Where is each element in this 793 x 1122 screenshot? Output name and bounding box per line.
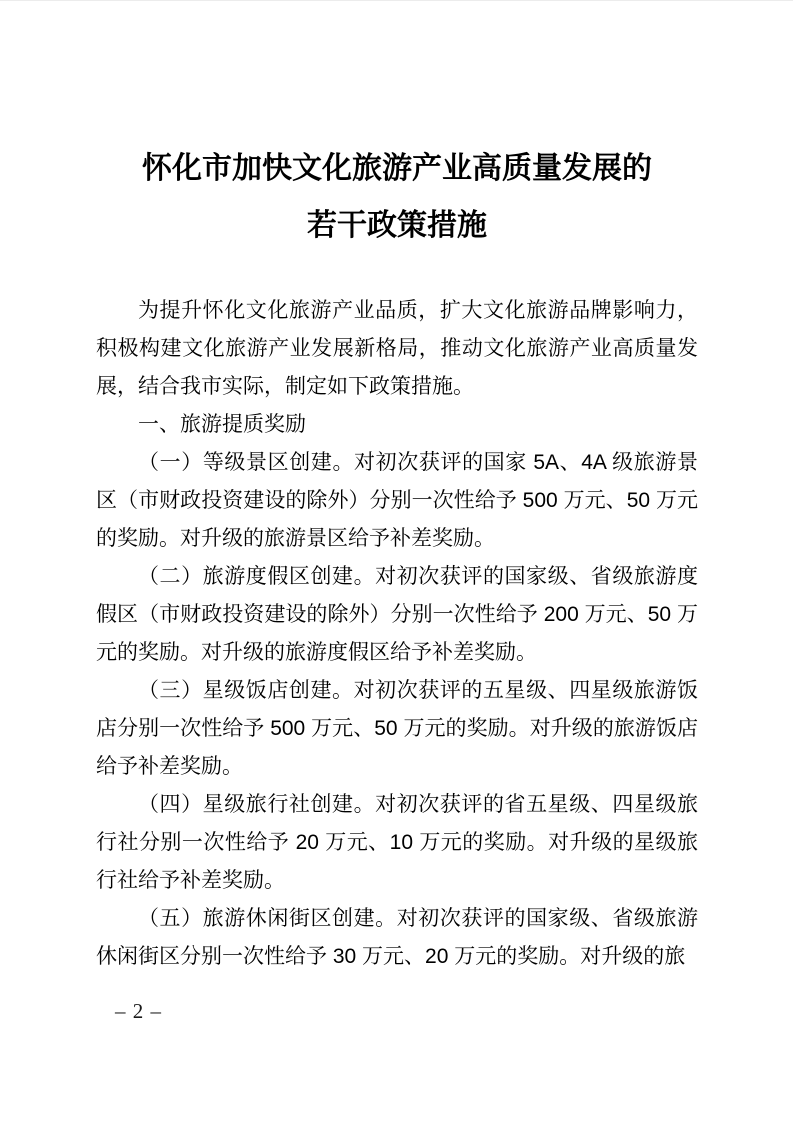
document-title: [96, 140, 698, 254]
document-body: [96, 292, 698, 976]
policy-item-1: （一）等级景区创建。对初次获评的国家 5A、4A 级旅游景区（市财政投资建设的除外）分别一次性给予 500 万元、50 万元的奖励。对升级的旅游景区给予补差奖励。: [96, 451, 698, 550]
title-line-1: 怀化市加快文化旅游产业高质量发展的: [142, 152, 652, 185]
policy-item-5: （五）旅游休闲街区创建。对初次获评的国家级、省级旅游休闲街区分别一次性给予 30 万元、20 万元的奖励。对升级的旅: [96, 907, 698, 968]
policy-item-2: （二）旅游度假区创建。对初次获评的国家级、省级旅游度假区（市财政投资建设的除外）分别一次性给予 200 万元、50 万元的奖励。对升级的旅游度假区给予补差奖励。: [96, 565, 698, 664]
page-number: – 2 –: [115, 999, 162, 1023]
policy-item-3: （三）星级饭店创建。对初次获评的五星级、四星级旅游饭店分别一次性给予 500 万元、50 万元的奖励。对升级的旅游饭店给予补差奖励。: [96, 679, 698, 778]
title-line-2: 若干政策措施: [307, 209, 487, 242]
policy-item-4: （四）星级旅行社创建。对初次获评的省五星级、四星级旅行社分别一次性给予 20 万元、10 万元的奖励。对升级的星级旅行社给予补差奖励。: [96, 793, 698, 892]
section-heading: 一、旅游提质奖励: [138, 413, 306, 436]
intro-paragraph: 为提升怀化文化旅游产业品质，扩大文化旅游品牌影响力，积极构建文化旅游产业发展新格局，推动文化旅游产业高质量发展，结合我市实际，制定如下政策措施。: [96, 299, 698, 398]
